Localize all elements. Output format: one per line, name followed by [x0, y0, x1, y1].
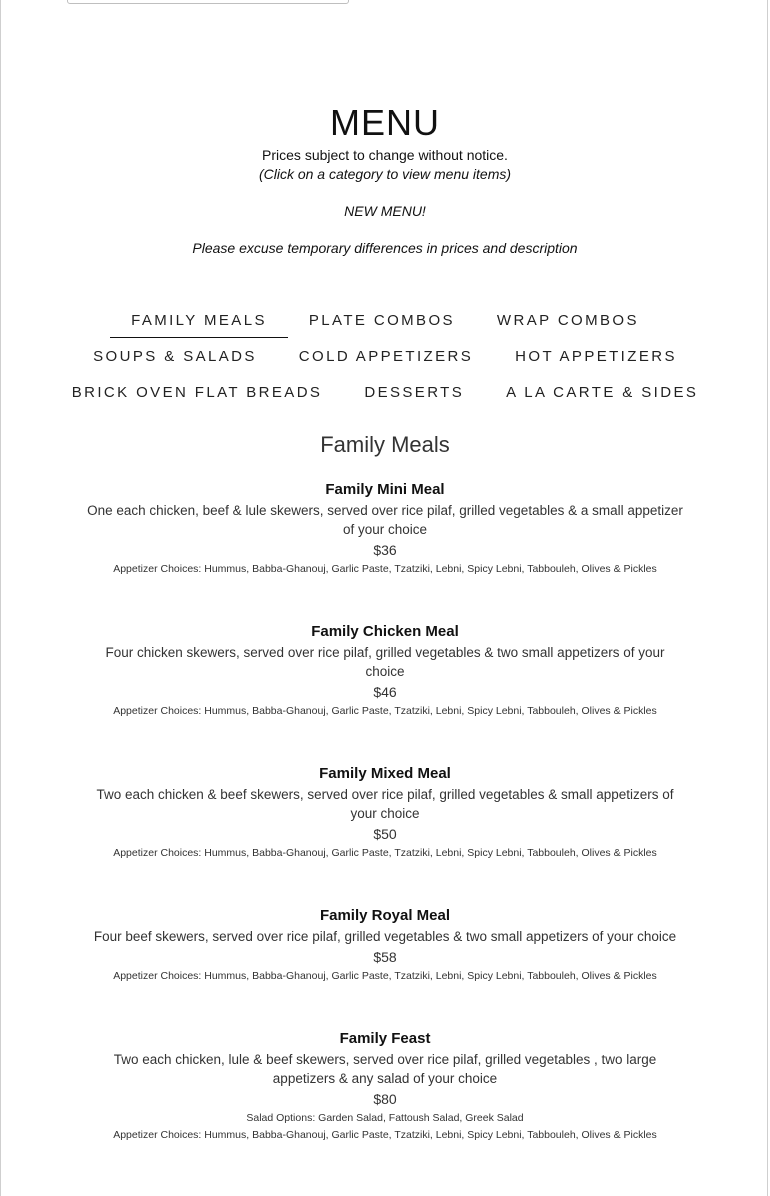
tabs-row-2 — [0, 348, 770, 373]
item-description: Four beef skewers, served over rice pilaf, grilled vegetables & two small appetizers of your choice — [93, 929, 677, 944]
tab-desserts[interactable]: DESSERTS — [364, 384, 465, 401]
tab-hot-appetizers[interactable]: HOT APPETIZERS — [515, 348, 677, 365]
item-name: Family Feast — [339, 1030, 431, 1047]
excuse-note: Please excuse temporary differences in prices and description — [192, 240, 578, 256]
item-name: Family Chicken Meal — [311, 623, 459, 640]
tab-soups-salads[interactable]: SOUPS & SALADS — [93, 348, 257, 365]
tab-brick-oven-flat-breads[interactable]: BRICK OVEN FLAT BREADS — [71, 384, 323, 401]
menu-item-family-mini-meal — [85, 481, 685, 575]
tab-wrap-combos[interactable]: WRAP COMBOS — [496, 312, 639, 329]
salad-options: Salad Options: Garden Salad, Fattoush Salad, Greek Salad — [246, 1112, 524, 1124]
item-description: One each chicken, beef & lule skewers, served over rice pilaf, grilled vegetables & a small appetizer of your choice — [87, 503, 683, 537]
appetizer-choices: Appetizer Choices: Hummus, Babba-Ghanouj, Garlic Paste, Tzatziki, Lebni, Spicy Lebni, Tabbouleh, Olives & Pickles — [113, 563, 657, 575]
page-title: MENU — [330, 102, 440, 143]
menu-item-family-feast — [85, 1030, 685, 1141]
tab-cold-appetizers[interactable]: COLD APPETIZERS — [298, 348, 474, 365]
item-description: Two each chicken & beef skewers, served over rice pilaf, grilled vegetables & small appetizers of your choice — [96, 787, 674, 821]
appetizer-choices: Appetizer Choices: Hummus, Babba-Ghanouj, Garlic Paste, Tzatziki, Lebni, Spicy Lebni, Tabbouleh, Olives & Pickles — [113, 970, 657, 982]
appetizer-choices: Appetizer Choices: Hummus, Babba-Ghanouj, Garlic Paste, Tzatziki, Lebni, Spicy Lebni, Tabbouleh, Olives & Pickles — [113, 847, 657, 859]
menu-item-family-mixed-meal — [85, 765, 685, 859]
section-title: Family Meals — [320, 432, 450, 457]
item-price: $46 — [373, 684, 397, 700]
item-description: Four chicken skewers, served over rice pilaf, grilled vegetables & two small appetizers of your choice — [105, 645, 665, 679]
tab-family-meals[interactable]: FAMILY MEALS — [110, 312, 288, 338]
appetizer-choices: Appetizer Choices: Hummus, Babba-Ghanouj, Garlic Paste, Tzatziki, Lebni, Spicy Lebni, Tabbouleh, Olives & Pickles — [113, 1129, 657, 1141]
top-search-field[interactable] — [67, 0, 349, 4]
tabs-row-1 — [0, 312, 770, 338]
tab-plate-combos[interactable]: PLATE COMBOS — [308, 312, 455, 329]
menu-item-family-chicken-meal — [85, 623, 685, 717]
item-price: $58 — [373, 949, 397, 965]
item-name: Family Mixed Meal — [319, 765, 451, 782]
tab-a-la-carte-sides[interactable]: A LA CARTE & SIDES — [506, 384, 699, 401]
price-notice: Prices subject to change without notice. — [262, 147, 508, 163]
appetizer-choices: Appetizer Choices: Hummus, Babba-Ghanouj, Garlic Paste, Tzatziki, Lebni, Spicy Lebni, Tabbouleh, Olives & Pickles — [113, 705, 657, 717]
item-description: Two each chicken, lule & beef skewers, served over rice pilaf, grilled vegetables , two large appetizers & any salad of your choice — [113, 1052, 657, 1086]
category-hint: (Click on a category to view menu items) — [258, 166, 512, 182]
new-menu-label: NEW MENU! — [344, 203, 426, 219]
tabs-row-3 — [0, 384, 770, 409]
item-price: $80 — [373, 1091, 397, 1107]
item-name: Family Royal Meal — [319, 907, 451, 924]
item-price: $50 — [373, 826, 397, 842]
item-price: $36 — [373, 542, 397, 558]
item-name: Family Mini Meal — [325, 481, 445, 498]
menu-item-family-royal-meal — [85, 907, 685, 982]
